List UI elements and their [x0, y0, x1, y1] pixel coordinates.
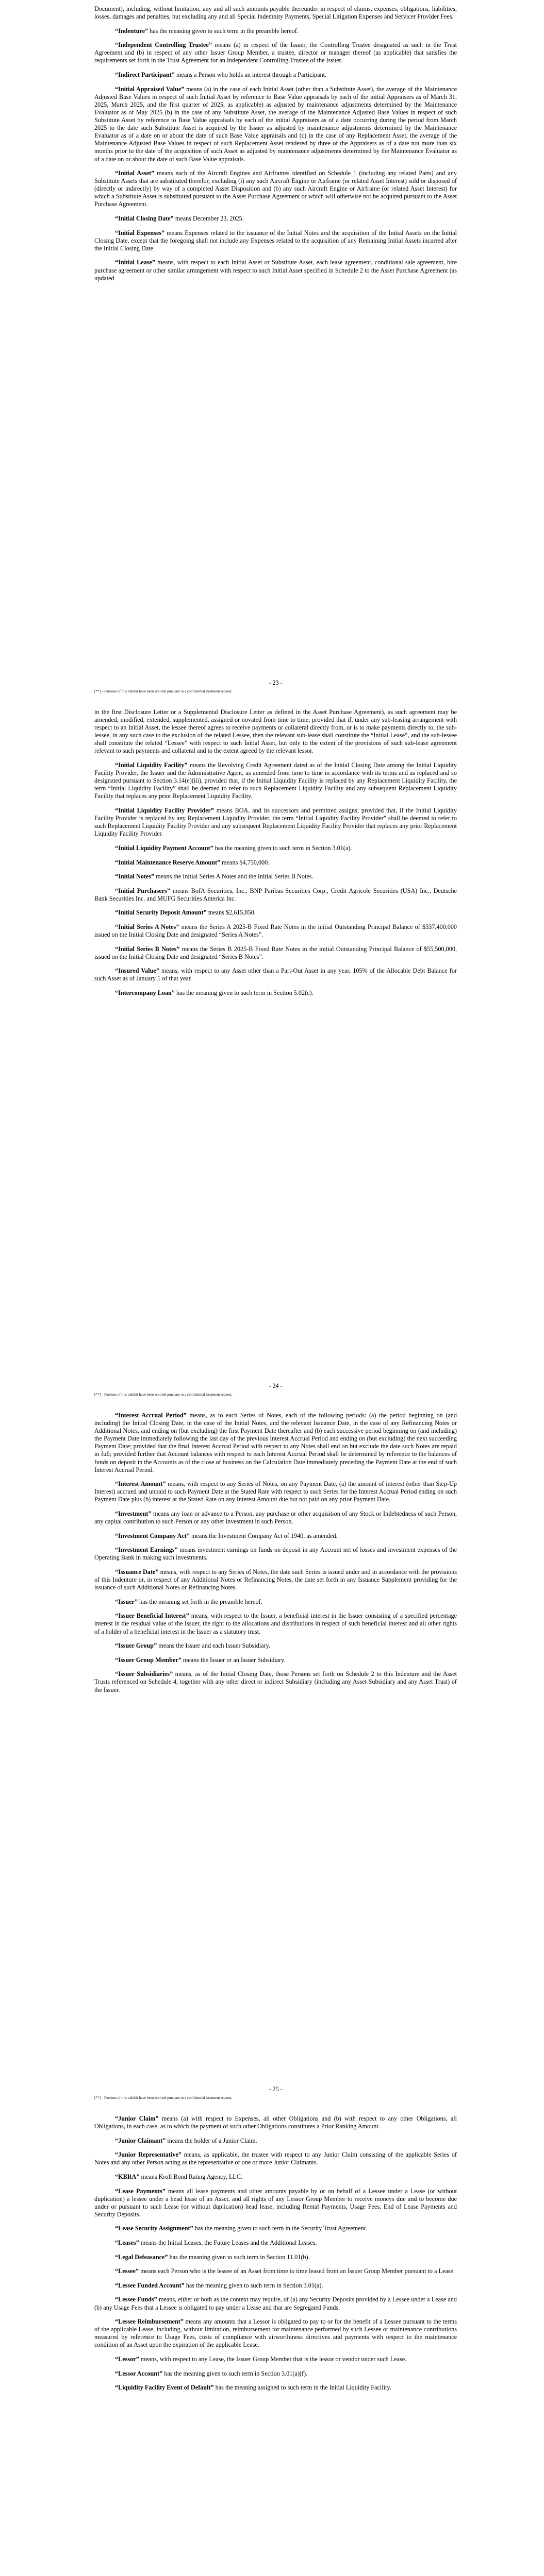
defined-term: “Issuer Beneficial Interest”	[115, 1612, 189, 1620]
definition-text: means BOA, and its successors and permitted assigns; provided that, if the Initial Liquidity Facility Provider is replaced by any Replacement Liquidity Provider, the term “Initial Liquidity Facility Provider” shall be deemed to refer to such Replacement Liquidity Facility Provider and any subsequent Replacement Liquidity Facility Provider that replaces any prior Replacement Liquidity Facility Provider.	[94, 807, 457, 838]
definition-text: means any amounts that a Lessor is obligated to pay to or for the benefit of a Lessee pursuant to the terms of the applicable Lease, including, without limitation, reimbursement for maintenance performed by such Lessee or maintenance contributions measured by reference to Usage Fees, costs of compliance with airworthiness directives and payments with respect to the maintenance condition of an Asset upon the expiration of the applicable Lease.	[94, 2318, 457, 2349]
defined-term: “Interest Accrual Period”	[115, 1412, 187, 1419]
definition-paragraph	[94, 2239, 457, 2247]
definition-text: means (a) with respect to Expenses, all other Obligations and (b) with respect to any other Obligations, all Obligations, in each case, as to which the payment of such other Obligations constitutes a Prior Ranking Amount.	[94, 2115, 457, 2130]
definition-text: means a Person who holds an interest through a Participant.	[174, 71, 327, 79]
definition-paragraph	[94, 923, 457, 939]
defined-term: “Lessee”	[115, 2267, 139, 2275]
definition-text: means the Issuer or an Issuer Subsidiary.	[181, 1656, 286, 1664]
definition-text: in the first Disclosure Letter or a Supplemental Disclosure Letter as defined in the Asset Purchase Agreement), as such agreement may be amended, modified, extended, supplemented, assigned or novated from time to time; provided that if, under any sub-leasing arrangement with respect to an Initial Asset, the lessee thereof agrees to receive payments or collateral directly from, or is to make payments directly to, the sub-lessee, in any such case to the exclusion of the related Lessee, then the relevant sub-lease shall constitute the “Initial Lease”, and the sub-lessee shall constitute the related “Lessee” with respect to such Initial Asset, but only to the extent of the provisions of such sub-lease agreement relevant to such payments and collateral and to the extent agreed by the relevant lessor.	[94, 708, 457, 755]
definition-paragraph	[94, 2370, 457, 2378]
defined-term: “Issuance Date”	[115, 1568, 159, 1575]
definition-paragraph	[94, 2282, 457, 2290]
definition-paragraph	[94, 873, 457, 880]
definition-paragraph	[94, 859, 457, 867]
definition-paragraph	[94, 1598, 457, 1606]
continuation-paragraph	[94, 5, 457, 21]
definition-paragraph	[94, 887, 457, 903]
definition-paragraph	[94, 967, 457, 982]
defined-term: “Lease Security Assignment”	[115, 2225, 193, 2232]
defined-term: “Lessee Funded Account”	[115, 2281, 185, 2289]
defined-term: “Lessor”	[115, 2355, 139, 2363]
definition-text: means $4,750,000.	[220, 858, 270, 866]
defined-term: “Investment”	[115, 1510, 152, 1518]
defined-term: “Initial Series B Notes”	[115, 945, 180, 953]
definition-text: means, with respect to any Series of Notes, the date such Series is issued under and in accordance with the provisions of this Indenture or, in respect of any Additional Notes or Refinancing Notes, the date set forth in any Issuance Supplement providing for the issuance of such Additional Notes or Refinancing Notes.	[94, 1568, 457, 1591]
definition-text: means, with respect to the Issuer, a beneficial interest in the Issuer consisting of a specified percentage interest in the residual value of the Issuer, the right to the allocations and distributions in respect of such beneficial interest and all other rights of a holder of a beneficial interest in the Issuer as a statutory trust.	[94, 1612, 457, 1635]
definition-text: means the Investment Company Act of 1940, as amended.	[189, 1532, 338, 1539]
defined-term: “Liquidity Facility Event of Default”	[115, 2384, 214, 2392]
defined-term: “Interest Amount”	[115, 1480, 166, 1488]
defined-term: “Junior Claimant”	[115, 2137, 166, 2144]
definition-paragraph	[94, 2318, 457, 2349]
definition-paragraph	[94, 1412, 457, 1474]
definition-paragraph	[94, 1612, 457, 1635]
definition-text: means the holder of a Junior Claim.	[166, 2137, 257, 2144]
page-24	[0, 703, 544, 1406]
definition-text: has the meaning given to such term in Section 11.01(b).	[168, 2253, 310, 2261]
definition-text: Document), including, without limitation, any and all such amounts payable thereunder in respect of claims, expenses, obligations, liabilities, losses, damages and penalties, but excluding any and all Special Indemnity Payments, Special Litigation Expenses and Servicer Provider Fees.	[94, 5, 457, 21]
definition-paragraph	[94, 2137, 457, 2145]
definition-paragraph	[94, 2151, 457, 2166]
definition-text: means investment earnings on funds on deposit in any Account net of losses and investment expenses of the Operating Bank in making such investments.	[94, 1546, 457, 1562]
defined-term: “Initial Appraised Value”	[115, 85, 185, 93]
definition-text: means the Revolving Credit Agreement dated as of the Initial Closing Date among the Initial Liquidity Facility Provider, the Issuer and the Administrative Agent, as amended from time to time in accordance with its terms and as replaced and so designated pursuant to Section 3.14(e)(iii), provided that, if the Initial Liquidity Facility is replaced by any Replacement Liquidity Facility, the term “Initial Liquidity Facility” shall be deemed to refer to such Replacement Liquidity Facility and any subsequent Replacement Liquidity Facility that replaces any prior Replacement Liquidity Facility.	[94, 761, 457, 800]
page-number: - 23 -	[269, 679, 283, 686]
definition-paragraph	[94, 909, 457, 917]
confidential-footnote: [**] – Portions of this exhibit have been omitted pursuant to a confidential treatment request.	[94, 689, 233, 693]
page-body	[94, 708, 457, 1004]
defined-term: “Initial Expenses”	[115, 229, 165, 236]
definition-text: means the Initial Leases, the Future Leases and the Additional Leases.	[139, 2239, 317, 2247]
defined-term: “Lessee Reimbursement”	[115, 2318, 184, 2326]
confidential-footnote: [**] – Portions of this exhibit have been omitted pursuant to a confidential treatment request.	[94, 1393, 233, 1397]
definition-text: means the Series A 2025-B Fixed Rate Notes in the initial Outstanding Principal Balance of $337,400,000 issued on the Initial Closing Date and designated “Series A Notes”.	[94, 923, 457, 939]
definition-text: has the meaning given to such term in Section 5.02(c).	[174, 989, 314, 997]
page-body	[94, 2115, 457, 2398]
definition-paragraph	[94, 27, 457, 35]
definition-text: has the meaning given to such term in Section 3.01(a).	[184, 2281, 323, 2289]
page-number: - 24 -	[269, 1382, 283, 1389]
definition-text: means the Issuer and each Issuer Subsidiary.	[157, 1642, 271, 1650]
definition-text: means the Series B 2025-B Fixed Rate Notes in the initial Outstanding Principal Balance of $55,500,000, issued on the Initial Closing Date and designated “Series B Notes”.	[94, 945, 457, 960]
definition-text: means, as to each Series of Notes, each of the following periods: (a) the period beginning on (and including) the Initial Closing Date, in the case of the Initial Notes, and the relevant Issuance Date, in the case of any Refinancing Notes or Additional Notes, and ending on (but excluding) the first Payment Date thereafter and (b) each successive period beginning on (and including) the Payment Date immediately following the last day of the previous Interest Accrual Period and ending on (but excluding) the next succeeding Payment Date; provided that the final Interest Accrual Period with respect to any Notes shall end on but exclude the date such Notes are repaid in full; provided further that Account balances with respect to each Interest Accrual Period shall be determined by reference to the balances of funds on deposit in the Accounts as of the close of business on the Calculation Date immediately preceding the Payment Date at the end of such Interest Accrual Period.	[94, 1412, 457, 1473]
defined-term: “Initial Notes”	[115, 873, 155, 880]
defined-term: “Issuer”	[115, 1598, 138, 1605]
definition-text: means, with respect to any Series of Notes, on any Payment Date, (a) the amount of interest (other than Step-Up Interest) accrued and unpaid to such Payment Date at the Stated Rate with respect to such Series for the Interest Accrual Period ending on such Payment Date plus (b) interest at the Stated Rate on any Interest Amount due but not paid on any prior Payment Date.	[94, 1480, 457, 1503]
definition-text: means the Initial Series A Notes and the Initial Series B Notes.	[154, 873, 314, 880]
definition-text: has the meaning set forth in the preamble hereof.	[138, 1598, 262, 1605]
definition-paragraph	[94, 215, 457, 223]
defined-term: “KBRA”	[115, 2173, 140, 2180]
definition-paragraph	[94, 229, 457, 252]
confidential-footnote: [**] – Portions of this exhibit have been omitted pursuant to a confidential treatment request.	[94, 2096, 233, 2100]
defined-term: “Initial Liquidity Payment Account”	[115, 844, 213, 852]
defined-term: “Lessor Account”	[115, 2369, 163, 2377]
continuation-paragraph	[94, 708, 457, 755]
defined-term: “Initial Lease”	[115, 259, 156, 266]
defined-term: “Initial Liquidity Facility”	[115, 761, 188, 769]
definition-paragraph	[94, 945, 457, 961]
definition-text: means December 23, 2025.	[173, 215, 244, 223]
definition-text: has the meaning given to such term in Section 3.01(a)(f).	[162, 2369, 308, 2377]
defined-term: “Junior Claim”	[115, 2115, 159, 2122]
definition-text: has the meaning given to such term in Section 3.01(a).	[213, 844, 352, 852]
definition-paragraph	[94, 2173, 457, 2181]
definition-paragraph	[94, 71, 457, 79]
definition-paragraph	[94, 2296, 457, 2311]
definition-text: means each of the Aircraft Engines and Airframes identified on Schedule 1 (including any related Parts) and any Substitute Assets that are substituted therefor, excluding (i) any such Aircraft Engine or Airframe (or related Asset Interest) sold or disposed of (directly or indirectly) by way of a completed Asset Disposition and (b) any such Aircraft Engine or Airframe (or related Asset Interest) for which a Substitute Asset is substituted pursuant to the Asset Purchase Agreement or which will otherwise not be acquired pursuant to the Asset Purchase Agreement.	[94, 170, 457, 208]
defined-term: “Indenture”	[115, 27, 149, 35]
definition-text: means, with respect to any Asset other than a Part-Out Asset in any year, 105% of the Allocable Debt Balance for such Asset as of January 1 of that year.	[94, 967, 457, 982]
definition-text: means all lease payments and other amounts payable by or on behalf of a Lessee under a Lease (or without duplication) a lessee under a head lease of an Asset, and all rights of any Lessor Group Member to receive moneys due and to become due under or pursuant to such Lease (or without duplication) head lease, including Rental Payments, Usage Fees, End of Lease Payments and Security Deposits.	[94, 2187, 457, 2218]
defined-term: “Initial Purchasers”	[115, 887, 170, 894]
page-body	[94, 5, 457, 289]
definition-paragraph	[94, 844, 457, 852]
definition-paragraph	[94, 1480, 457, 1503]
definition-text: means $2,615,850.	[206, 909, 256, 917]
definition-text: means (a) in respect of the Issuer, the Controlling Trustee designated as such in the Trust Agreement and (b) in respect of any other Issuer Group Member, a trustee, director or manager thereof (as applicable) that satisfies the requirements set forth in the Trust Agreement for an Independent Controlling Trustee of the Issuer.	[94, 41, 457, 64]
defined-term: “Junior Representative”	[115, 2151, 182, 2159]
page-footer	[94, 679, 457, 694]
definition-text: means Expenses related to the issuance of the Initial Notes and the acquisition of the Initial Assets on the Initial Closing Date, except that the foregoing shall not include any Expenses related to the acquisition of any Remaining Initial Assets incurred after the Initial Closing Date.	[94, 229, 457, 252]
definition-paragraph	[94, 1670, 457, 1693]
page-number: - 25 -	[269, 2086, 283, 2093]
defined-term: “Issuer Group Member”	[115, 1656, 182, 1664]
definition-paragraph	[94, 2253, 457, 2261]
definition-paragraph	[94, 1568, 457, 1591]
definition-paragraph	[94, 807, 457, 838]
definition-text: has the meaning given to such term in the Security Trust Agreement.	[193, 2225, 368, 2232]
defined-term: “Lease Payments”	[115, 2187, 166, 2195]
definition-paragraph	[94, 1532, 457, 1540]
definition-paragraph	[94, 1642, 457, 1650]
defined-term: “Indirect Participant”	[115, 71, 175, 79]
definition-text: has the meaning given to such term in the preamble hereof.	[148, 27, 299, 35]
defined-term: “Investment Company Act”	[115, 1532, 190, 1539]
defined-term: “Initial Liquidity Facility Provider”	[115, 807, 215, 815]
page-26	[0, 2110, 544, 2576]
definition-text: means any loan or advance to a Person, any purchase or other acquisition of any Stock or Indebtedness of such Person, any capital contribution to such Person or any other investment in such Person.	[94, 1510, 457, 1526]
definition-paragraph	[94, 2267, 457, 2275]
definition-paragraph	[94, 170, 457, 208]
defined-term: “Intercompany Loan”	[115, 989, 175, 997]
definition-paragraph	[94, 41, 457, 64]
definition-paragraph	[94, 2384, 457, 2392]
defined-term: “Independent Controlling Trustee”	[115, 41, 212, 49]
defined-term: “Issuer Group”	[115, 1642, 157, 1650]
definition-paragraph	[94, 989, 457, 997]
defined-term: “Initial Maintenance Reserve Amount”	[115, 858, 221, 866]
definition-text: means, as applicable, the trustee with respect to any Junior Claim consisting of the applicable Series of Notes and any other Person acting as the representative of one or more Junior Claimants.	[94, 2151, 457, 2166]
defined-term: “Initial Closing Date”	[115, 215, 174, 223]
definition-paragraph	[94, 1546, 457, 1562]
definition-paragraph	[94, 86, 457, 163]
defined-term: “Initial Security Deposit Amount”	[115, 909, 207, 917]
definition-paragraph	[94, 1510, 457, 1526]
defined-term: “Legal Defeasance”	[115, 2253, 168, 2261]
defined-term: “Lessee Funds”	[115, 2296, 157, 2303]
definition-text: has the meaning assigned to such term in the Initial Liquidity Facility.	[213, 2384, 391, 2392]
defined-term: “Leases”	[115, 2239, 139, 2247]
page-footer	[94, 1382, 457, 1397]
definition-paragraph	[94, 2188, 457, 2218]
defined-term: “Initial Series A Notes”	[115, 923, 179, 930]
definition-paragraph	[94, 2225, 457, 2232]
definition-paragraph	[94, 761, 457, 800]
definition-text: means (a) in the case of each Initial Asset (other than a Substitute Asset), the average of the Maintenance Adjusted Base Values in respect of such Initial Asset by reference to Base Value appraisals by each of the initial Appraisers as of March 31, 2025, March 2025, and the first quarter of 2025, as applicable) as adjusted by maintenance adjustments determined by the Maintenance Evaluator as of May 2025 (b) in the case of any Substitute Asset, the average of the Maintenance Adjusted Base Values in respect of such Substitute Asset by reference to Base Value appraisals by each of the initial Appraisers as of a date occurring during the period from March 2025 to the date such Substitute Asset is acquired by the Issuer as adjusted by maintenance adjustments determined by the Maintenance Evaluator as of a date on or about the date of such Base Value appraisals and (c) in the case of any Replacement Asset, the average of the Maintenance Adjusted Base Values in respect of such Replacement Asset rendered by three of the Appraisers as of a date not more than six months prior to the date of the acquisition of such Asset as adjusted by maintenance adjustments determined by the Maintenance Evaluator as of a date on or about the date of such Base Value appraisals.	[94, 85, 457, 163]
definition-text: means, as of the Initial Closing Date, those Persons set forth on Schedule 2 to this Indenture and the Asset Trusts referenced on Schedule 4, together with any other direct or indirect Subsidiary (including any Asset Subsidiary and any Asset Trust) of the Issuer.	[94, 1670, 457, 1693]
page-23	[0, 0, 544, 703]
definition-text: means, either or both as the context may require, of (a) any Security Deposits provided by a Lessee under a Lease and (b) any Usage Fees that a Lessee is obligated to pay under a Lease and that are Segregated Funds.	[94, 2296, 457, 2311]
page-footer	[94, 2086, 457, 2100]
definition-paragraph	[94, 259, 457, 282]
definition-paragraph	[94, 2115, 457, 2130]
defined-term: “Investment Earnings”	[115, 1546, 178, 1554]
definition-text: means each Person who is the lessee of an Asset from time to time leased from an Issuer Group Member pursuant to a Lease.	[139, 2267, 455, 2275]
definition-paragraph	[94, 2355, 457, 2363]
definition-paragraph	[94, 1656, 457, 1664]
definition-text: means, with respect to any Lease, the Issuer Group Member that is the lessor or vendor under such Lease.	[139, 2355, 407, 2363]
definition-text: means Kroll Bond Rating Agency, LLC.	[139, 2173, 243, 2180]
defined-term: “Initial Asset”	[115, 170, 155, 177]
definition-text: means BofA Securities, Inc., BNP Paribas Securities Corp., Credit Agricole Securities (USA) Inc., Deutsche Bank Securities Inc. and MUFG Securities America Inc.	[94, 887, 457, 902]
page-body	[94, 1412, 457, 1700]
defined-term: “Insured Value”	[115, 967, 159, 975]
defined-term: “Issuer Subsidiaries”	[115, 1670, 173, 1678]
page-25	[0, 1406, 544, 2110]
definition-text: means, with respect to each Initial Asset or Substitute Asset, each lease agreement, conditional sale agreement, hire purchase agreement or other similar arrangement with respect to such Initial Asset specified in Schedule 2 to the Asset Purchase Agreement (as updated	[94, 259, 457, 282]
